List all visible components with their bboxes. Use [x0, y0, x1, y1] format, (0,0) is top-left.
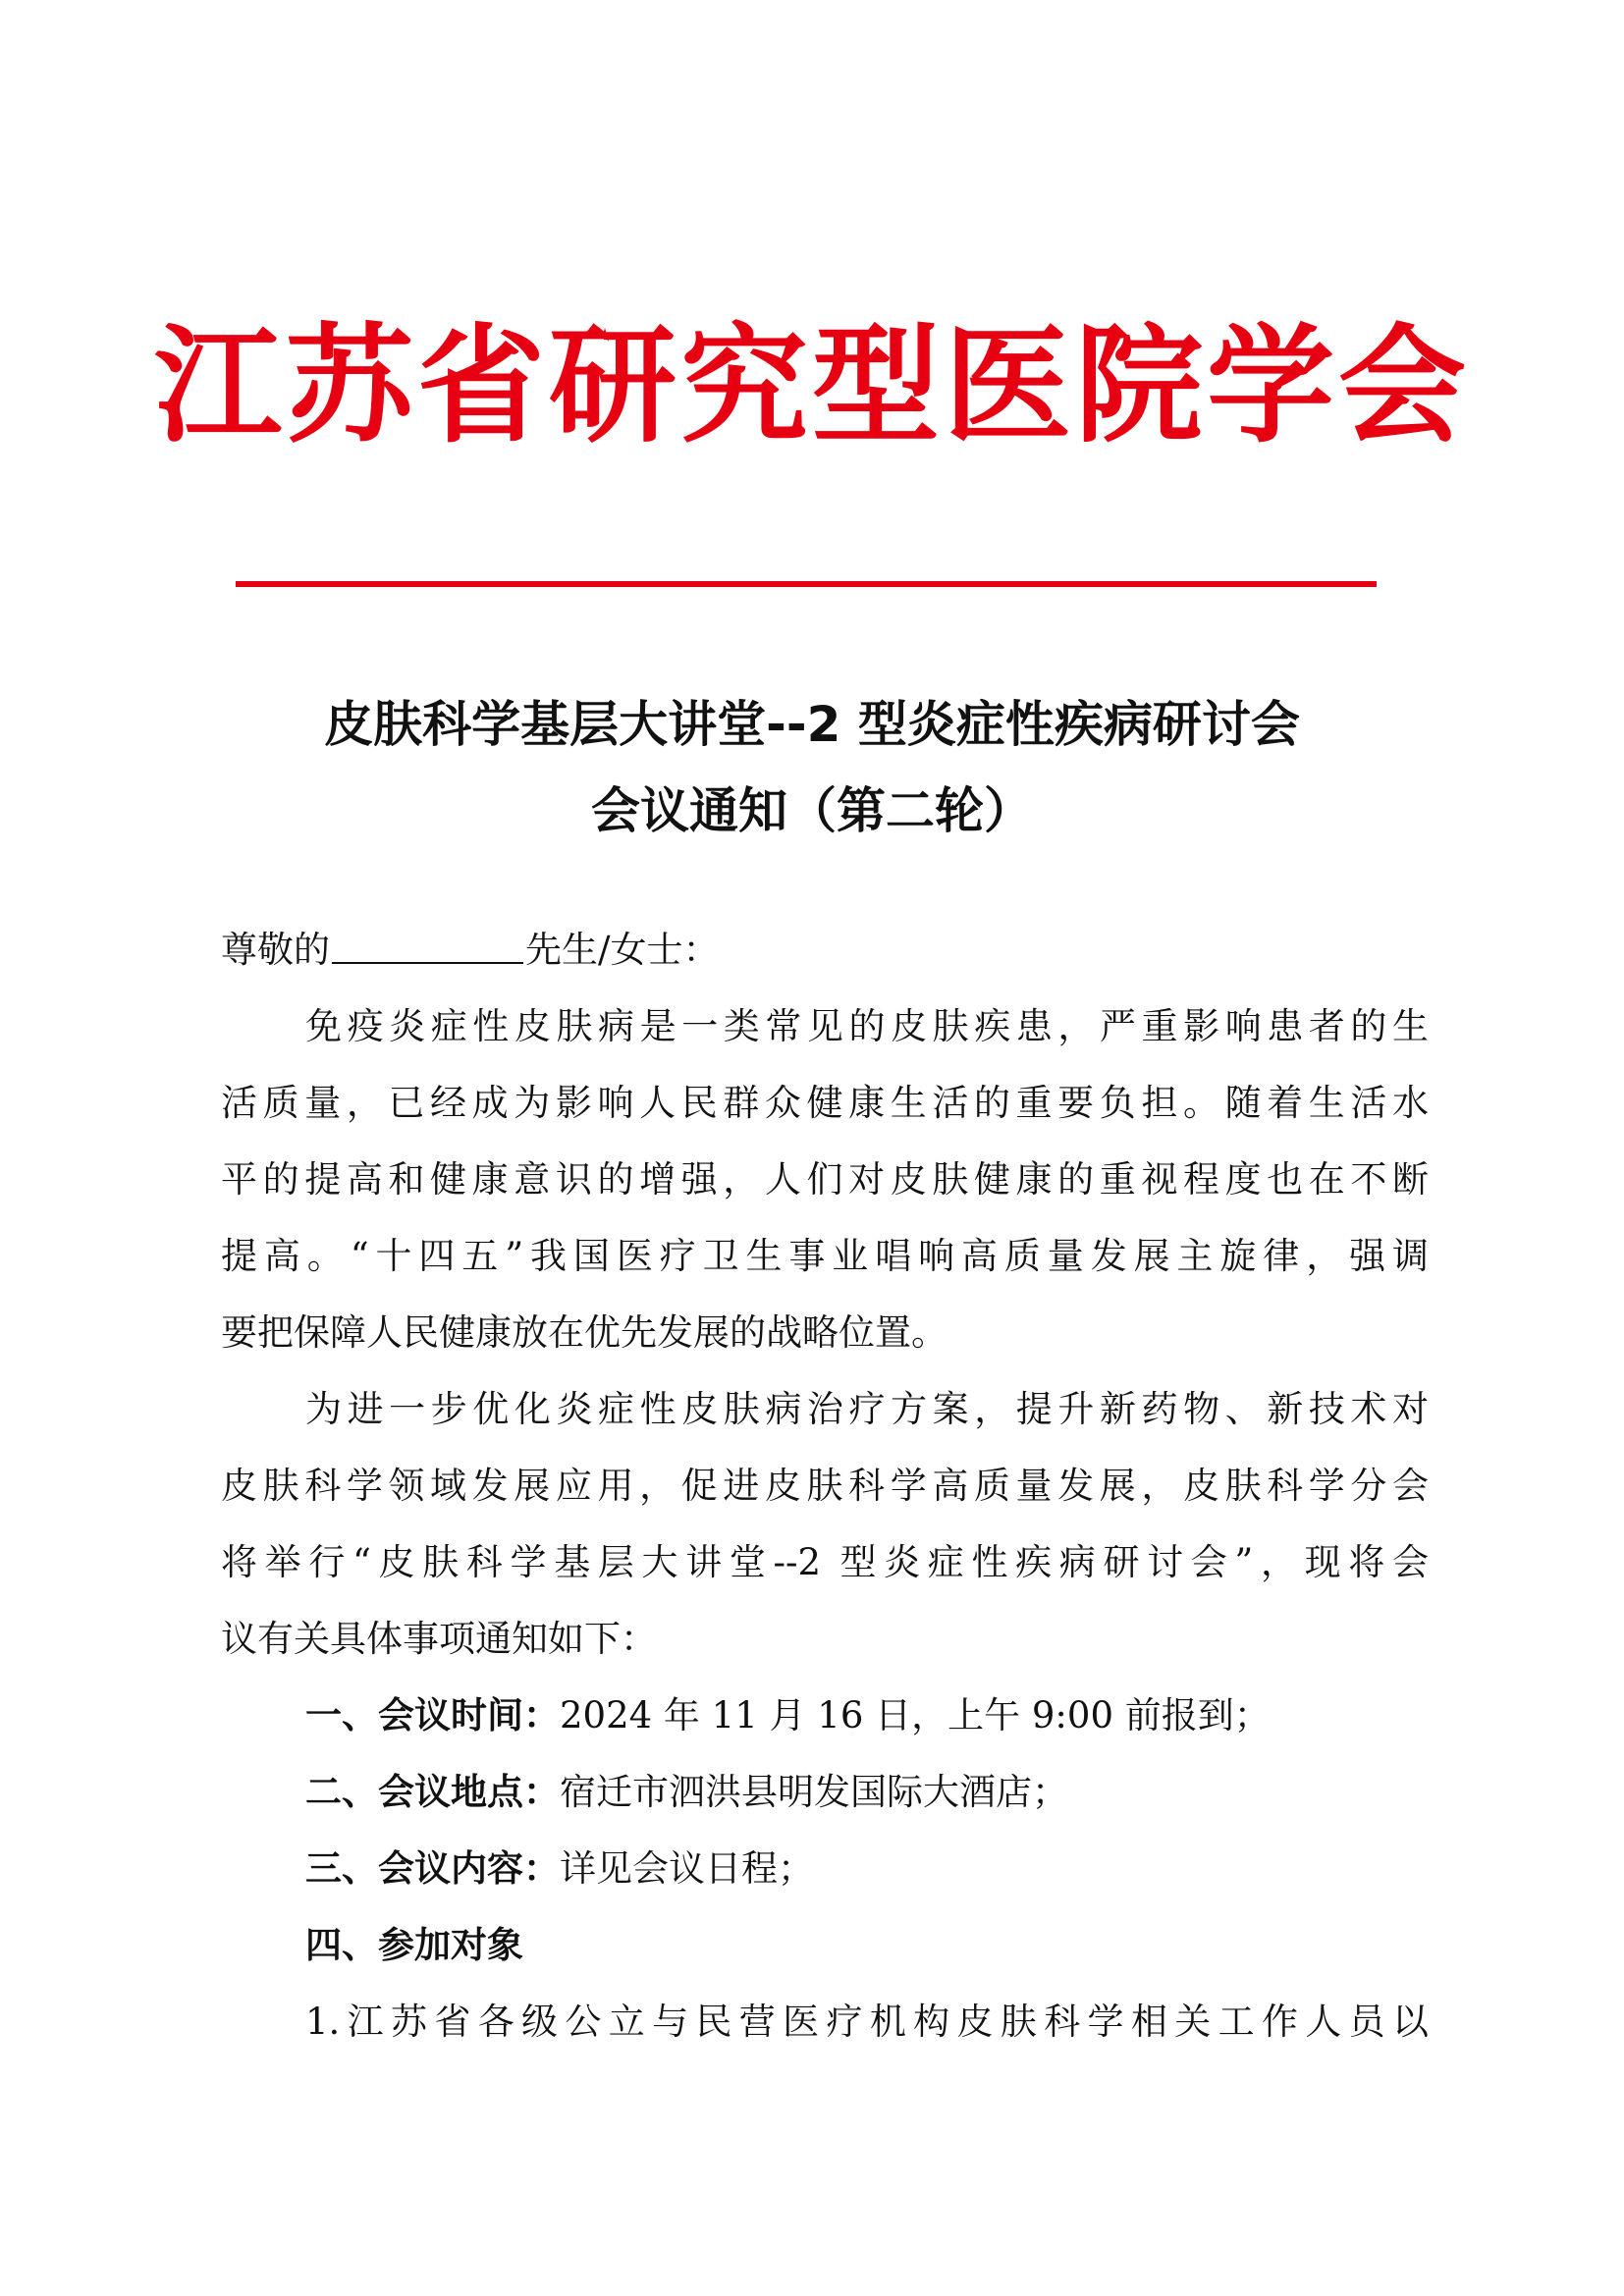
- salutation: [221, 912, 1429, 988]
- item-label: 一、会议时间：: [305, 1694, 560, 1736]
- red-divider: [236, 581, 1377, 587]
- paragraph-line: 要把保障人民健康放在优先发展的战略位置。: [221, 1311, 947, 1354]
- org-masthead: 江苏省研究型医院学会: [153, 310, 1470, 460]
- item-label: 四、参加对象: [305, 1924, 523, 1966]
- paragraph-line: 平的提高和健康意识的增强，人们对皮肤健康的重视程度也在不断: [221, 1158, 1429, 1201]
- notice-body: [221, 912, 1429, 2060]
- paragraph-purpose: [221, 1371, 1429, 1678]
- item-participants-heading: [221, 1907, 1429, 1984]
- item-meeting-content: [221, 1831, 1429, 1907]
- paragraph-line: 免疫炎症性皮肤病是一类常见的皮肤疾患，严重影响患者的生: [305, 1005, 1429, 1047]
- item-value: 宿迁市泗洪县明发国际大酒店；: [560, 1771, 1068, 1813]
- paragraph-line: 皮肤科学领域发展应用，促进皮肤科学高质量发展，皮肤科学分会: [221, 1465, 1429, 1507]
- participant-line: 1.江苏省各级公立与民营医疗机构皮肤科学相关工作人员以: [305, 2001, 1429, 2043]
- item-value: 2024 年 11 月 16 日，上午 9:00 前报到；: [560, 1694, 1271, 1736]
- item-value: 详见会议日程；: [560, 1847, 814, 1890]
- paragraph-line: 为进一步优化炎症性皮肤病治疗方案，提升新药物、新技术对: [305, 1388, 1429, 1430]
- paragraph-line: 提高。“十四五”我国医疗卫生事业唱响高质量发展主旋律，强调: [221, 1235, 1429, 1277]
- salutation-suffix: 先生/女士：: [525, 929, 720, 971]
- item-label: 三、会议内容：: [305, 1847, 560, 1890]
- item-label: 二、会议地点：: [305, 1771, 560, 1813]
- salutation-prefix: 尊敬的: [221, 929, 330, 971]
- paragraph-line: 将举行“皮肤科学基层大讲堂--2 型炎症性疾病研讨会”，现将会: [221, 1541, 1429, 1583]
- document-title-line1: 皮肤科学基层大讲堂--2 型炎症性疾病研讨会: [324, 696, 1300, 753]
- item-meeting-venue: [221, 1754, 1429, 1831]
- recipient-name-blank: [332, 923, 523, 964]
- document-title-line2: 会议通知（第二轮）: [591, 782, 1033, 839]
- item-meeting-time: [221, 1678, 1429, 1754]
- paragraph-background: [221, 988, 1429, 1371]
- paragraph-line: 活质量，已经成为影响人民群众健康生活的重要负担。随着生活水: [221, 1082, 1429, 1124]
- paragraph-line: 议有关具体事项通知如下：: [221, 1618, 657, 1660]
